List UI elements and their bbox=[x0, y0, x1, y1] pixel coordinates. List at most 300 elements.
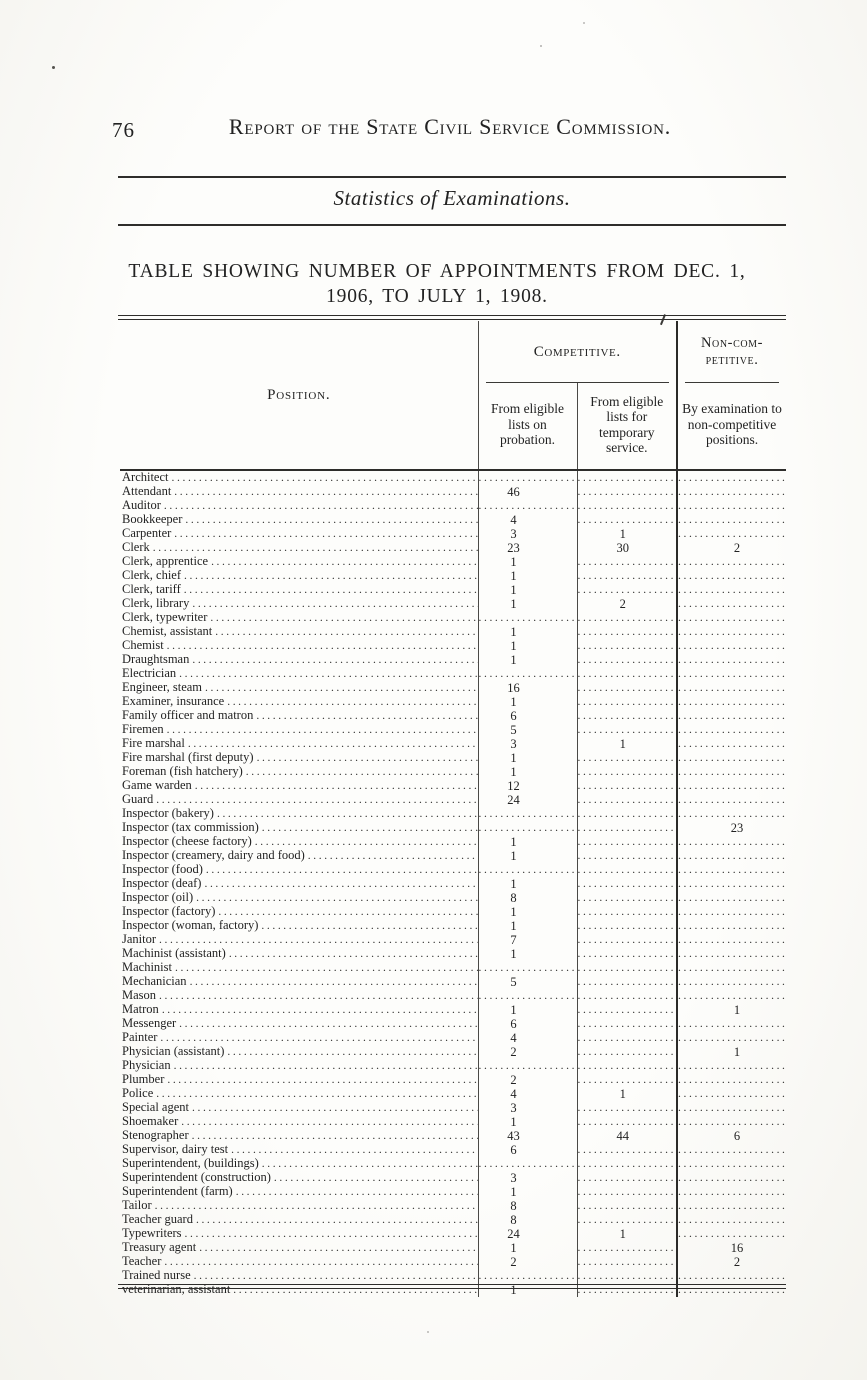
position-cell bbox=[120, 1227, 478, 1241]
table-row bbox=[120, 975, 786, 989]
temporary-value-cell bbox=[577, 1269, 677, 1283]
probation-value-cell: 24 bbox=[478, 793, 577, 807]
table-row bbox=[120, 653, 786, 667]
dot-leader bbox=[274, 1171, 478, 1185]
position-label: Auditor bbox=[122, 499, 161, 512]
table-row bbox=[120, 611, 786, 625]
temporary-value-cell bbox=[577, 1003, 677, 1017]
noncompetitive-value-cell bbox=[677, 639, 786, 653]
temporary-value-cell bbox=[577, 793, 677, 807]
probation-value-cell: 1 bbox=[478, 849, 577, 863]
dot-leader bbox=[192, 653, 477, 667]
dot-leader bbox=[255, 835, 478, 849]
position-cell bbox=[120, 1087, 478, 1101]
noncompetitive-value-cell: 2 bbox=[677, 541, 786, 555]
position-cell bbox=[120, 1269, 478, 1283]
position-cell bbox=[120, 905, 478, 919]
column-header-noncompetitive: By examination to non-competitive positions. bbox=[677, 383, 786, 470]
position-label: Chemist, assistant bbox=[122, 625, 213, 638]
position-cell bbox=[120, 681, 478, 695]
dot-leader bbox=[167, 1073, 477, 1087]
temporary-value-cell bbox=[577, 1199, 677, 1213]
position-cell bbox=[120, 975, 478, 989]
position-cell bbox=[120, 751, 478, 765]
table-row bbox=[120, 625, 786, 639]
position-label: Trained nurse bbox=[122, 1269, 191, 1282]
probation-value-cell: 12 bbox=[478, 779, 577, 793]
probation-value-cell: 6 bbox=[478, 1017, 577, 1031]
table-header bbox=[120, 321, 786, 470]
noncompetitive-value-cell bbox=[677, 737, 786, 751]
position-label: Inspector (bakery) bbox=[122, 807, 214, 820]
position-cell bbox=[120, 541, 478, 555]
position-cell bbox=[120, 653, 478, 667]
table-row bbox=[120, 1213, 786, 1227]
temporary-value-cell bbox=[577, 919, 677, 933]
dot-leader bbox=[262, 1157, 478, 1171]
position-label: Shoemaker bbox=[122, 1115, 179, 1128]
dot-leader bbox=[192, 1129, 478, 1143]
table-row bbox=[120, 723, 786, 737]
probation-value-cell: 1 bbox=[478, 751, 577, 765]
table-row bbox=[120, 905, 786, 919]
noncompetitive-value-cell bbox=[677, 597, 786, 611]
position-cell bbox=[120, 597, 478, 611]
column-header-probation: From eligible lists on probation. bbox=[478, 383, 577, 470]
table-row bbox=[120, 793, 786, 807]
table-row bbox=[120, 569, 786, 583]
table-row bbox=[120, 961, 786, 975]
noncompetitive-value-cell bbox=[677, 1115, 786, 1129]
position-cell bbox=[120, 709, 478, 723]
table-row bbox=[120, 597, 786, 611]
table-row bbox=[120, 1073, 786, 1087]
probation-value-cell: 6 bbox=[478, 709, 577, 723]
column-header-temporary: From eligible lists for temporary service. bbox=[577, 383, 677, 470]
temporary-value-cell bbox=[577, 569, 677, 583]
position-cell bbox=[120, 1059, 478, 1073]
position-cell bbox=[120, 639, 478, 653]
probation-value-cell: 1 bbox=[478, 653, 577, 667]
probation-value-cell: 8 bbox=[478, 1213, 577, 1227]
temporary-value-cell bbox=[577, 1185, 677, 1199]
table-row bbox=[120, 513, 786, 527]
position-label: Plumber bbox=[122, 1073, 165, 1086]
position-label: Chemist bbox=[122, 639, 164, 652]
probation-value-cell: 1 bbox=[478, 905, 577, 919]
position-label: Painter bbox=[122, 1031, 158, 1044]
table-row bbox=[120, 1003, 786, 1017]
dot-leader bbox=[205, 681, 477, 695]
noncompetitive-value-cell bbox=[677, 513, 786, 527]
temporary-value-cell bbox=[577, 1115, 677, 1129]
table-row bbox=[120, 1241, 786, 1255]
temporary-value-cell bbox=[577, 821, 677, 835]
noncompetitive-value-cell bbox=[677, 723, 786, 737]
position-cell bbox=[120, 849, 478, 863]
table-row bbox=[120, 1269, 786, 1283]
table-row bbox=[120, 779, 786, 793]
table-row bbox=[120, 1087, 786, 1101]
position-cell bbox=[120, 793, 478, 807]
temporary-value-cell bbox=[577, 1101, 677, 1115]
probation-value-cell: 3 bbox=[478, 737, 577, 751]
temporary-value-cell: 2 bbox=[577, 597, 677, 611]
dot-leader bbox=[204, 877, 477, 891]
probation-value-cell: 4 bbox=[478, 1031, 577, 1045]
noncompetitive-value-cell bbox=[677, 1213, 786, 1227]
dot-leader bbox=[172, 471, 478, 485]
probation-value-cell: 2 bbox=[478, 1045, 577, 1059]
noncompetitive-value-cell bbox=[677, 751, 786, 765]
table-bottom-border bbox=[118, 1284, 786, 1289]
temporary-value-cell bbox=[577, 751, 677, 765]
page-number: 76 bbox=[112, 118, 135, 142]
temporary-value-cell bbox=[577, 933, 677, 947]
probation-value-cell bbox=[478, 611, 577, 625]
temporary-value-cell: 1 bbox=[577, 1227, 677, 1241]
position-cell bbox=[120, 1045, 478, 1059]
position-label: Inspector (cheese factory) bbox=[122, 835, 252, 848]
position-label: Inspector (food) bbox=[122, 863, 203, 876]
dot-leader bbox=[227, 1045, 477, 1059]
dot-leader bbox=[160, 1031, 477, 1045]
position-label: Matron bbox=[122, 1003, 159, 1016]
dot-leader bbox=[174, 1059, 478, 1073]
table-row bbox=[120, 695, 786, 709]
temporary-value-cell: 1 bbox=[577, 527, 677, 541]
table-row bbox=[120, 891, 786, 905]
dot-leader bbox=[211, 555, 477, 569]
position-cell bbox=[120, 1171, 478, 1185]
position-label: Bookkeeper bbox=[122, 513, 183, 526]
table-row bbox=[120, 849, 786, 863]
position-cell bbox=[120, 1185, 478, 1199]
dot-leader bbox=[156, 1087, 477, 1101]
position-cell bbox=[120, 765, 478, 779]
temporary-value-cell bbox=[577, 1143, 677, 1157]
position-label: Teacher bbox=[122, 1255, 162, 1268]
temporary-value-cell bbox=[577, 470, 677, 485]
position-label: Attendant bbox=[122, 485, 172, 498]
dot-leader bbox=[155, 1199, 478, 1213]
scan-artifact bbox=[583, 22, 585, 24]
probation-value-cell: 1 bbox=[478, 947, 577, 961]
table-row bbox=[120, 470, 786, 485]
position-label: Electrician bbox=[122, 667, 177, 680]
noncompetitive-value-cell bbox=[677, 933, 786, 947]
probation-value-cell: 1 bbox=[478, 1115, 577, 1129]
position-cell bbox=[120, 1213, 478, 1227]
dot-leader bbox=[196, 1213, 478, 1227]
temporary-value-cell bbox=[577, 1213, 677, 1227]
position-label: Clerk bbox=[122, 541, 150, 554]
position-cell bbox=[120, 933, 478, 947]
dot-leader bbox=[210, 611, 477, 625]
noncompetitive-value-cell bbox=[677, 779, 786, 793]
position-cell bbox=[120, 499, 478, 513]
dot-leader bbox=[153, 541, 478, 555]
noncompetitive-value-cell bbox=[677, 905, 786, 919]
position-cell bbox=[120, 737, 478, 751]
running-header: Report of the State Civil Service Commission. bbox=[228, 114, 672, 139]
temporary-value-cell bbox=[577, 835, 677, 849]
temporary-value-cell bbox=[577, 1241, 677, 1255]
table-title: TABLE SHOWING NUMBER OF APPOINTMENTS FROM DEC. 1, 1906, TO JULY 1, 1908. bbox=[128, 261, 746, 307]
table-row bbox=[120, 541, 786, 555]
table-row bbox=[120, 1171, 786, 1185]
noncompetitive-value-cell bbox=[677, 877, 786, 891]
probation-value-cell: 16 bbox=[478, 681, 577, 695]
probation-value-cell: 8 bbox=[478, 1199, 577, 1213]
position-cell bbox=[120, 1003, 478, 1017]
position-label: Clerk, tariff bbox=[122, 583, 181, 596]
table-row bbox=[120, 583, 786, 597]
position-label: Firemen bbox=[122, 723, 164, 736]
noncompetitive-value-cell bbox=[677, 1227, 786, 1241]
dot-leader bbox=[195, 779, 478, 793]
noncompetitive-value-cell bbox=[677, 1171, 786, 1185]
position-label: Clerk, chief bbox=[122, 569, 182, 582]
dot-leader bbox=[159, 989, 477, 1003]
noncompetitive-value-cell: 16 bbox=[677, 1241, 786, 1255]
temporary-value-cell bbox=[577, 513, 677, 527]
probation-value-cell: 2 bbox=[478, 1255, 577, 1269]
dot-leader bbox=[236, 1185, 478, 1199]
position-cell bbox=[120, 583, 478, 597]
dot-leader bbox=[218, 905, 477, 919]
table-row bbox=[120, 919, 786, 933]
probation-value-cell bbox=[478, 1059, 577, 1073]
temporary-value-cell bbox=[577, 905, 677, 919]
position-label: Inspector (tax commission) bbox=[122, 821, 259, 834]
dot-leader bbox=[227, 695, 477, 709]
dot-leader bbox=[231, 1143, 477, 1157]
noncompetitive-value-cell bbox=[677, 989, 786, 1003]
column-header-position: Position. bbox=[120, 321, 478, 470]
probation-value-cell bbox=[478, 1157, 577, 1171]
appointments-table bbox=[120, 321, 786, 1297]
probation-value-cell: 3 bbox=[478, 1101, 577, 1115]
probation-value-cell: 3 bbox=[478, 527, 577, 541]
temporary-value-cell bbox=[577, 681, 677, 695]
probation-value-cell: 4 bbox=[478, 513, 577, 527]
probation-value-cell: 6 bbox=[478, 1143, 577, 1157]
table-row bbox=[120, 989, 786, 1003]
noncompetitive-value-cell bbox=[677, 1185, 786, 1199]
noncompetitive-value-cell bbox=[677, 1143, 786, 1157]
position-cell bbox=[120, 989, 478, 1003]
noncompetitive-value-cell bbox=[677, 583, 786, 597]
dot-leader bbox=[308, 849, 478, 863]
table-row bbox=[120, 1199, 786, 1213]
noncompetitive-value-cell bbox=[677, 1017, 786, 1031]
horizontal-rule bbox=[118, 176, 786, 178]
noncompetitive-value-cell bbox=[677, 1157, 786, 1171]
probation-value-cell: 24 bbox=[478, 1227, 577, 1241]
position-cell bbox=[120, 807, 478, 821]
dot-leader bbox=[199, 1241, 477, 1255]
position-cell bbox=[120, 779, 478, 793]
temporary-value-cell bbox=[577, 1017, 677, 1031]
probation-value-cell bbox=[478, 499, 577, 513]
dot-leader bbox=[175, 961, 478, 975]
dot-leader bbox=[262, 821, 478, 835]
position-label: Mechanician bbox=[122, 975, 187, 988]
dot-leader bbox=[167, 723, 478, 737]
probation-value-cell bbox=[478, 821, 577, 835]
noncompetitive-value-cell: 1 bbox=[677, 1003, 786, 1017]
probation-value-cell: 8 bbox=[478, 891, 577, 905]
position-cell bbox=[120, 513, 478, 527]
noncompetitive-value-cell bbox=[677, 681, 786, 695]
position-label: veterinarian, assistant bbox=[122, 1283, 231, 1296]
dot-leader bbox=[215, 625, 477, 639]
temporary-value-cell: 30 bbox=[577, 541, 677, 555]
dot-leader bbox=[184, 583, 478, 597]
scan-artifact bbox=[52, 66, 55, 69]
position-cell bbox=[120, 611, 478, 625]
noncompetitive-value-cell: 6 bbox=[677, 1129, 786, 1143]
dot-leader bbox=[162, 1003, 478, 1017]
table-row bbox=[120, 947, 786, 961]
temporary-value-cell bbox=[577, 863, 677, 877]
position-cell bbox=[120, 485, 478, 499]
dot-leader bbox=[192, 597, 477, 611]
table-top-border bbox=[118, 315, 786, 320]
dot-leader bbox=[159, 933, 477, 947]
position-label: Supervisor, dairy test bbox=[122, 1143, 229, 1156]
noncompetitive-value-cell bbox=[677, 625, 786, 639]
noncompetitive-value-cell bbox=[677, 555, 786, 569]
horizontal-rule bbox=[118, 224, 786, 226]
probation-value-cell: 46 bbox=[478, 485, 577, 499]
temporary-value-cell bbox=[577, 947, 677, 961]
noncompetitive-value-cell: 23 bbox=[677, 821, 786, 835]
position-cell bbox=[120, 821, 478, 835]
dot-leader bbox=[167, 639, 478, 653]
temporary-value-cell bbox=[577, 989, 677, 1003]
position-label: Machinist bbox=[122, 961, 172, 974]
probation-value-cell bbox=[478, 807, 577, 821]
scan-artifact bbox=[540, 45, 542, 47]
position-label: Messenger bbox=[122, 1017, 177, 1030]
noncompetitive-value-cell bbox=[677, 947, 786, 961]
table-row bbox=[120, 821, 786, 835]
dot-leader bbox=[256, 709, 477, 723]
temporary-value-cell bbox=[577, 779, 677, 793]
noncompetitive-value-cell bbox=[677, 1031, 786, 1045]
noncompetitive-value-cell bbox=[677, 1059, 786, 1073]
position-label: Treasury agent bbox=[122, 1241, 197, 1254]
temporary-value-cell bbox=[577, 709, 677, 723]
temporary-value-cell bbox=[577, 583, 677, 597]
position-cell bbox=[120, 1241, 478, 1255]
position-label: Teacher guard bbox=[122, 1213, 193, 1226]
position-cell bbox=[120, 555, 478, 569]
table-row bbox=[120, 1129, 786, 1143]
probation-value-cell bbox=[478, 961, 577, 975]
dot-leader bbox=[174, 527, 477, 541]
position-label: Clerk, library bbox=[122, 597, 190, 610]
dot-leader bbox=[179, 667, 477, 681]
temporary-value-cell bbox=[577, 1171, 677, 1185]
position-cell bbox=[120, 1073, 478, 1087]
probation-value-cell: 2 bbox=[478, 1073, 577, 1087]
noncompetitive-value-cell bbox=[677, 527, 786, 541]
noncompetitive-value-cell bbox=[677, 807, 786, 821]
probation-value-cell: 23 bbox=[478, 541, 577, 555]
position-cell bbox=[120, 1143, 478, 1157]
probation-value-cell: 1 bbox=[478, 639, 577, 653]
probation-value-cell: 1 bbox=[478, 583, 577, 597]
position-label: Foreman (fish hatchery) bbox=[122, 765, 243, 778]
dot-leader bbox=[188, 737, 478, 751]
noncompetitive-value-cell bbox=[677, 485, 786, 499]
noncompetitive-value-cell: 2 bbox=[677, 1255, 786, 1269]
dot-leader bbox=[174, 485, 477, 499]
dot-leader bbox=[257, 751, 478, 765]
position-cell bbox=[120, 1255, 478, 1269]
temporary-value-cell bbox=[577, 555, 677, 569]
probation-value-cell: 43 bbox=[478, 1129, 577, 1143]
probation-value-cell: 1 bbox=[478, 919, 577, 933]
probation-value-cell: 1 bbox=[478, 765, 577, 779]
dot-leader bbox=[181, 1115, 477, 1129]
temporary-value-cell bbox=[577, 625, 677, 639]
dot-leader bbox=[179, 1017, 477, 1031]
temporary-value-cell bbox=[577, 849, 677, 863]
temporary-value-cell bbox=[577, 1157, 677, 1171]
dot-leader bbox=[217, 807, 478, 821]
table-row bbox=[120, 933, 786, 947]
table-row bbox=[120, 555, 786, 569]
position-cell bbox=[120, 877, 478, 891]
position-cell bbox=[120, 863, 478, 877]
position-label: Physician (assistant) bbox=[122, 1045, 225, 1058]
noncompetitive-value-cell bbox=[677, 611, 786, 625]
temporary-value-cell bbox=[577, 499, 677, 513]
dot-leader bbox=[190, 975, 478, 989]
table-row bbox=[120, 835, 786, 849]
probation-value-cell: 7 bbox=[478, 933, 577, 947]
position-label: Superintendent (farm) bbox=[122, 1185, 233, 1198]
position-cell bbox=[120, 1129, 478, 1143]
probation-value-cell: 5 bbox=[478, 975, 577, 989]
dot-leader bbox=[246, 765, 478, 779]
noncompetitive-value-cell bbox=[677, 891, 786, 905]
probation-value-cell: 3 bbox=[478, 1171, 577, 1185]
dot-leader bbox=[185, 513, 477, 527]
noncompetitive-value-cell bbox=[677, 919, 786, 933]
table-row bbox=[120, 499, 786, 513]
temporary-value-cell bbox=[577, 1045, 677, 1059]
probation-value-cell bbox=[478, 863, 577, 877]
probation-value-cell: 1 bbox=[478, 1283, 577, 1297]
temporary-value-cell bbox=[577, 611, 677, 625]
noncompetitive-value-cell bbox=[677, 863, 786, 877]
table-row bbox=[120, 709, 786, 723]
noncompetitive-value-cell: 1 bbox=[677, 1045, 786, 1059]
dot-leader bbox=[229, 947, 478, 961]
position-cell bbox=[120, 1157, 478, 1171]
position-label: Inspector (woman, factory) bbox=[122, 919, 259, 932]
table-row bbox=[120, 485, 786, 499]
probation-value-cell bbox=[478, 667, 577, 681]
probation-value-cell: 1 bbox=[478, 555, 577, 569]
temporary-value-cell bbox=[577, 695, 677, 709]
scan-artifact bbox=[427, 1331, 429, 1333]
